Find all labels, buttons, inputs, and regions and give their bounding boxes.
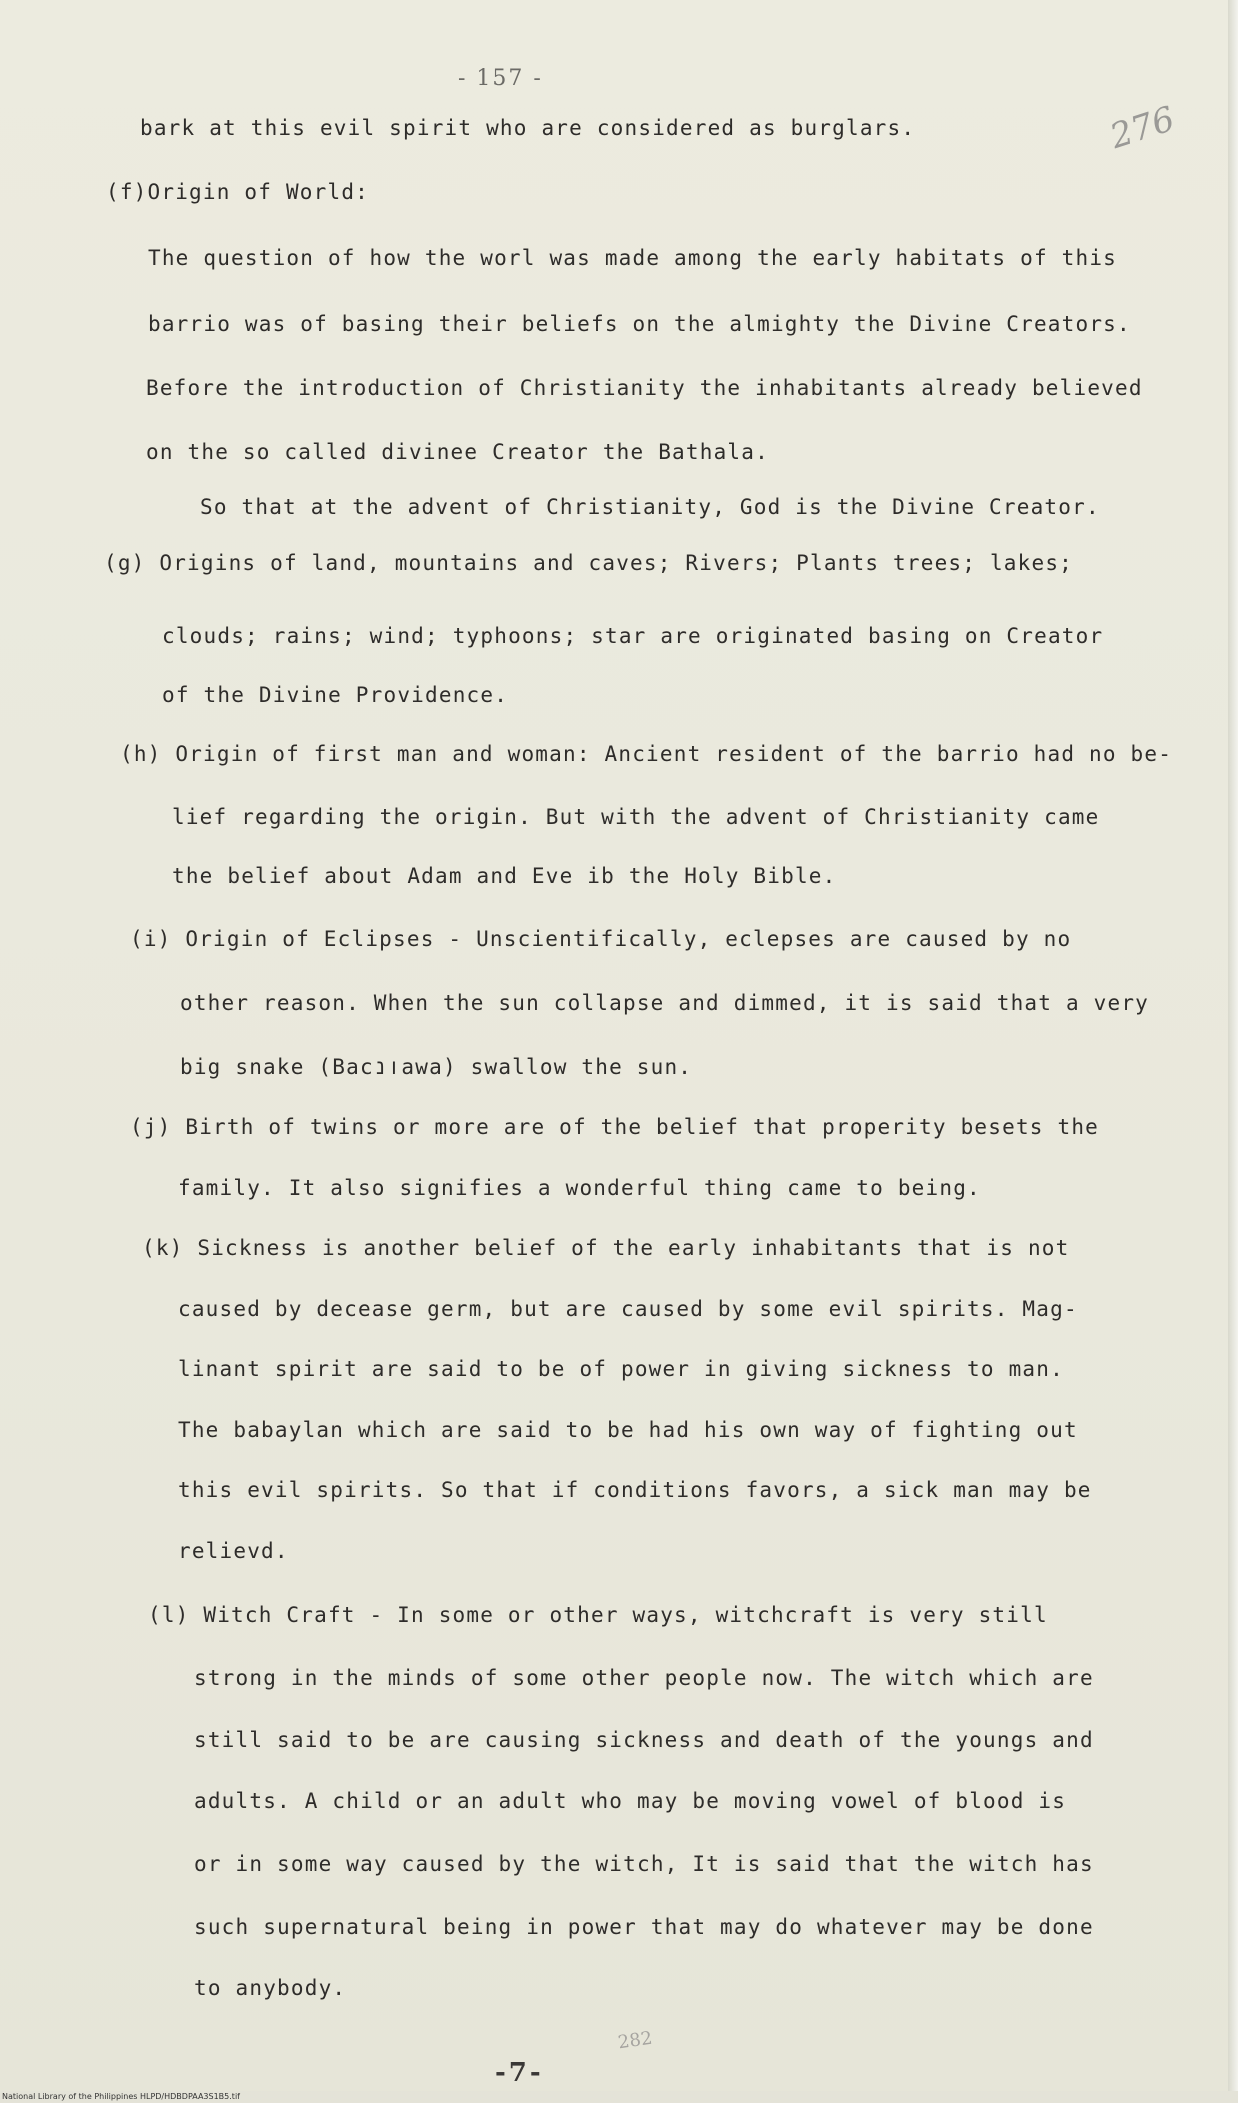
text-line: The question of how the worl was made among the early habitats of this bbox=[148, 246, 1118, 270]
text-line: family. It also signifies a wonderful thing came to being. bbox=[178, 1176, 981, 1200]
text-line: still said to be are causing sickness and death of the youngs and bbox=[194, 1728, 1094, 1752]
text-line: adults. A child or an adult who may be moving vowel of blood is bbox=[194, 1789, 1067, 1813]
text-line: bark at this evil spirit who are considered as burglars. bbox=[140, 116, 916, 140]
section-heading: (f)Origin of World: bbox=[106, 180, 370, 204]
pencil-page-number: 282 bbox=[616, 2027, 654, 2054]
text-line: on the so called divinee Creator the Bathala. bbox=[146, 440, 769, 464]
text-line: this evil spirits. So that if conditions favors, a sick man may be bbox=[178, 1478, 1092, 1502]
text-line: of the Divine Providence. bbox=[162, 683, 509, 707]
text-line: strong in the minds of some other people now. The witch which are bbox=[194, 1666, 1094, 1690]
text-line: The babaylan which are said to be had his own way of fighting out bbox=[178, 1418, 1078, 1442]
text-line: or in some way caused by the witch, It is said that the witch has bbox=[194, 1852, 1094, 1876]
text-line: clouds; rains; wind; typhoons; star are originated basing on Creator bbox=[162, 624, 1104, 648]
section-heading: (l) Witch Craft - In some or other ways, witchcraft is very still bbox=[148, 1603, 1048, 1627]
page-edge bbox=[1228, 0, 1238, 2103]
section-heading: (i) Origin of Eclipses - Unscientifically, eclepses are caused by no bbox=[130, 927, 1072, 951]
page-number-top: - 157 - bbox=[458, 66, 543, 91]
text-line: other reason. When the sun collapse and dimmed, it is said that a very bbox=[180, 991, 1150, 1015]
text-line: caused by decease germ, but are caused by some evil spirits. Mag- bbox=[178, 1297, 1078, 1321]
section-heading: (h) Origin of first man and woman: Ancient resident of the barrio had no be- bbox=[120, 742, 1173, 766]
text-line: lief regarding the origin. But with the advent of Christianity came bbox=[172, 805, 1100, 829]
text-line: to anybody. bbox=[194, 1976, 347, 2000]
page-number-bottom: -7- bbox=[495, 2058, 544, 2088]
text-line: linant spirit are said to be of power in giving sickness to man. bbox=[178, 1357, 1064, 1381]
section-heading: (k) Sickness is another belief of the early inhabitants that is not bbox=[142, 1236, 1070, 1260]
text-line: barrio was of basing their beliefs on the almighty the Divine Creators. bbox=[148, 312, 1131, 336]
archive-credit: National Library of the Philippines HLPD/HDBDPAA3S1B5.tif bbox=[0, 2091, 1238, 2103]
section-heading: (g) Origins of land, mountains and caves; Rivers; Plants trees; lakes; bbox=[104, 551, 1074, 575]
handwritten-note: 276 bbox=[1105, 98, 1180, 158]
text-line: Before the introduction of Christianity the inhabitants already believed bbox=[146, 376, 1143, 400]
text-line: big snake (Bacונawa) swallow the sun. bbox=[180, 1055, 693, 1079]
text-line: such supernatural being in power that may do whatever may be done bbox=[194, 1915, 1094, 1939]
section-heading: (j) Birth of twins or more are of the belief that properity besets the bbox=[130, 1115, 1100, 1139]
text-line: the belief about Adam and Eve ib the Holy Bible. bbox=[172, 864, 837, 888]
text-line: relievd. bbox=[178, 1539, 289, 1563]
text-line: So that at the advent of Christianity, God is the Divine Creator. bbox=[200, 495, 1100, 519]
